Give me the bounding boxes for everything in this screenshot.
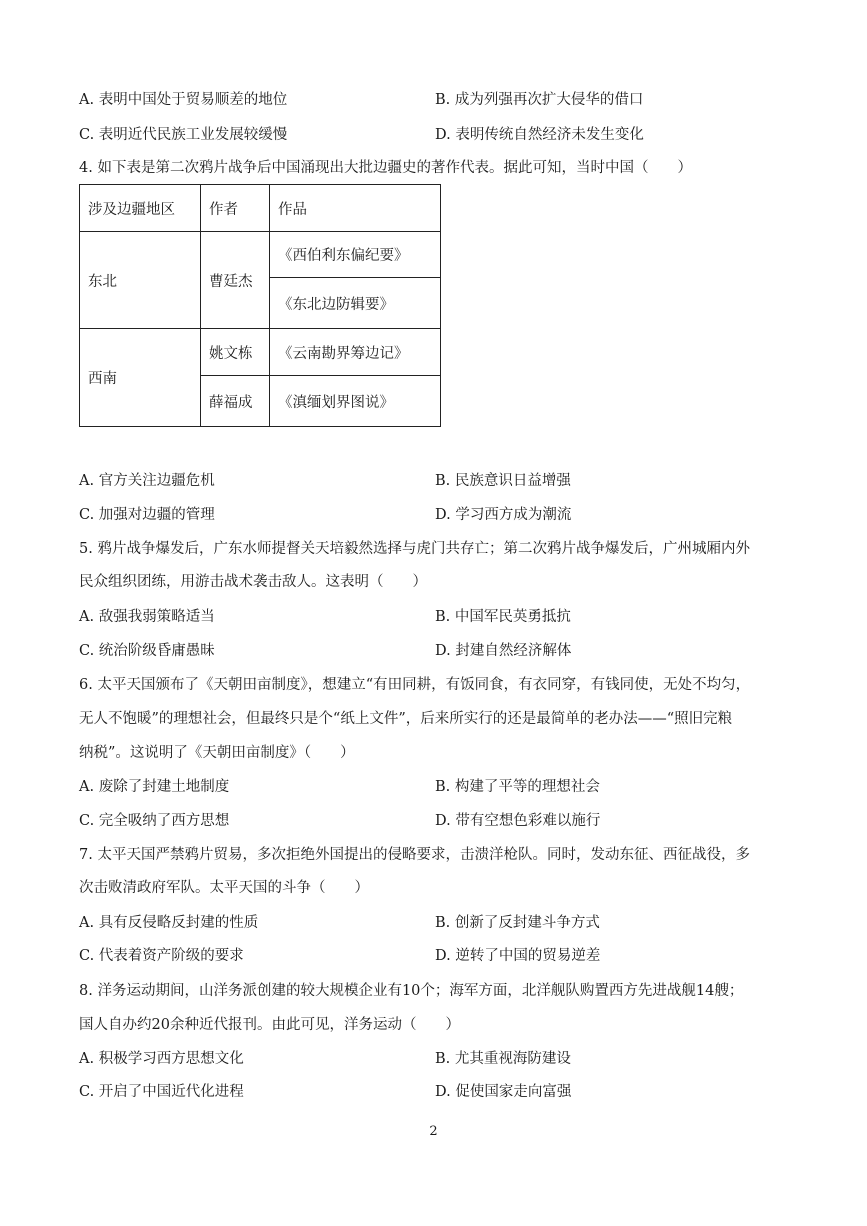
table-cell-work-3: 《云南勘界筹边记》 <box>270 329 441 376</box>
q5-option-b: B. 中国军民英勇抵抗 <box>435 609 571 625</box>
q3-option-b: B. 成为列强再次扩大侵华的借口 <box>435 92 644 108</box>
q6-option-c: C. 完全吸纳了西方思想 <box>79 813 230 829</box>
q5-option-a: A. 敌强我弱策略适当 <box>79 609 215 625</box>
q4-option-c: C. 加强对边疆的管理 <box>79 507 215 523</box>
page-number: 2 <box>429 1124 438 1139</box>
q6-stem-line-3: 纳税”。这说明了《天朝田亩制度》（ ） <box>79 745 355 761</box>
q5-stem-line-2: 民众组织团练，用游击战术袭击敌人。这表明（ ） <box>79 574 427 590</box>
q5-stem-line-1: 5. 鸦片战争爆发后，广东水师提督关天培毅然选择与虎门共存亡；第二次鸦片战争爆发后，广州城厢内外 <box>79 541 750 557</box>
q3-option-a: A. 表明中国处于贸易顺差的地位 <box>79 92 288 108</box>
q8-option-c: C. 开启了中国近代化进程 <box>79 1084 244 1100</box>
q8-option-b: B. 尤其重视海防建设 <box>435 1051 571 1067</box>
q8-option-a: A. 积极学习西方思想文化 <box>79 1051 244 1067</box>
q4-option-b: B. 民族意识日益增强 <box>435 473 571 489</box>
table-cell-author-yao: 姚文栋 <box>201 329 270 376</box>
q6-option-b: B. 构建了平等的理想社会 <box>435 779 600 795</box>
q6-stem-line-1: 6. 太平天国颁布了《天朝田亩制度》，想建立“有田同耕，有饭同食，有衣同穿，有钱同使，无处不均匀， <box>79 677 751 693</box>
q3-option-d: D. 表明传统自然经济未发生变化 <box>435 127 644 143</box>
q6-option-a: A. 废除了封建土地制度 <box>79 779 230 795</box>
q6-option-d: D. 带有空想色彩难以施行 <box>435 813 601 829</box>
q4-option-d: D. 学习西方成为潮流 <box>435 507 572 523</box>
table-header-work: 作品 <box>270 185 441 232</box>
q7-option-d: D. 逆转了中国的贸易逆差 <box>435 948 601 964</box>
q5-option-c: C. 统治阶级昏庸愚昧 <box>79 643 215 659</box>
q8-stem-line-1: 8. 洋务运动期间，山洋务派创建的较大规模企业有10个；海军方面，北洋舰队购置西方先进战舰14艘； <box>79 983 744 999</box>
q6-stem-line-2: 无人不饱暖”的理想社会，但最终只是个“纸上文件”，后来所实行的还是最简单的老办法——“照旧完粮 <box>79 711 733 727</box>
q7-option-c: C. 代表着资产阶级的要求 <box>79 948 244 964</box>
table-cell-region-southwest: 西南 <box>80 329 201 427</box>
table-cell-work-4: 《滇缅划界图说》 <box>270 376 441 427</box>
table-cell-work-2: 《东北边防辑要》 <box>270 278 441 329</box>
q7-stem-line-2: 次击败清政府军队。太平天国的斗争（ ） <box>79 880 369 896</box>
q4-stem: 4. 如下表是第二次鸦片战争后中国涌现出大批边疆史的著作代表。据此可知，当时中国（ ） <box>79 160 692 176</box>
q7-option-b: B. 创新了反封建斗争方式 <box>435 915 600 931</box>
q7-stem-line-1: 7. 太平天国严禁鸦片贸易，多次拒绝外国提出的侵略要求，击溃洋枪队。同时，发动东征、西征战役，多 <box>79 847 750 863</box>
q5-option-d: D. 封建自然经济解体 <box>435 643 572 659</box>
border-history-table <box>79 184 441 427</box>
q8-option-d: D. 促使国家走向富强 <box>435 1084 572 1100</box>
table-cell-work-1: 《西伯利东偏纪要》 <box>270 232 441 278</box>
q3-option-c: C. 表明近代民族工业发展较缓慢 <box>79 127 288 143</box>
table-row <box>80 232 441 278</box>
table-cell-region-northeast: 东北 <box>80 232 201 329</box>
q8-stem-line-2: 国人自办约20余种近代报刊。由此可见，洋务运动（ ） <box>79 1017 460 1033</box>
q4-option-a: A. 官方关注边疆危机 <box>79 473 215 489</box>
q7-option-a: A. 具有反侵略反封建的性质 <box>79 915 259 931</box>
table-cell-author-xue: 薛福成 <box>201 376 270 427</box>
table-cell-author-cao: 曹廷杰 <box>201 232 270 329</box>
table-header-author: 作者 <box>201 185 270 232</box>
table-row <box>80 329 441 376</box>
table-header-row <box>80 185 441 232</box>
table-header-region: 涉及边疆地区 <box>80 185 201 232</box>
